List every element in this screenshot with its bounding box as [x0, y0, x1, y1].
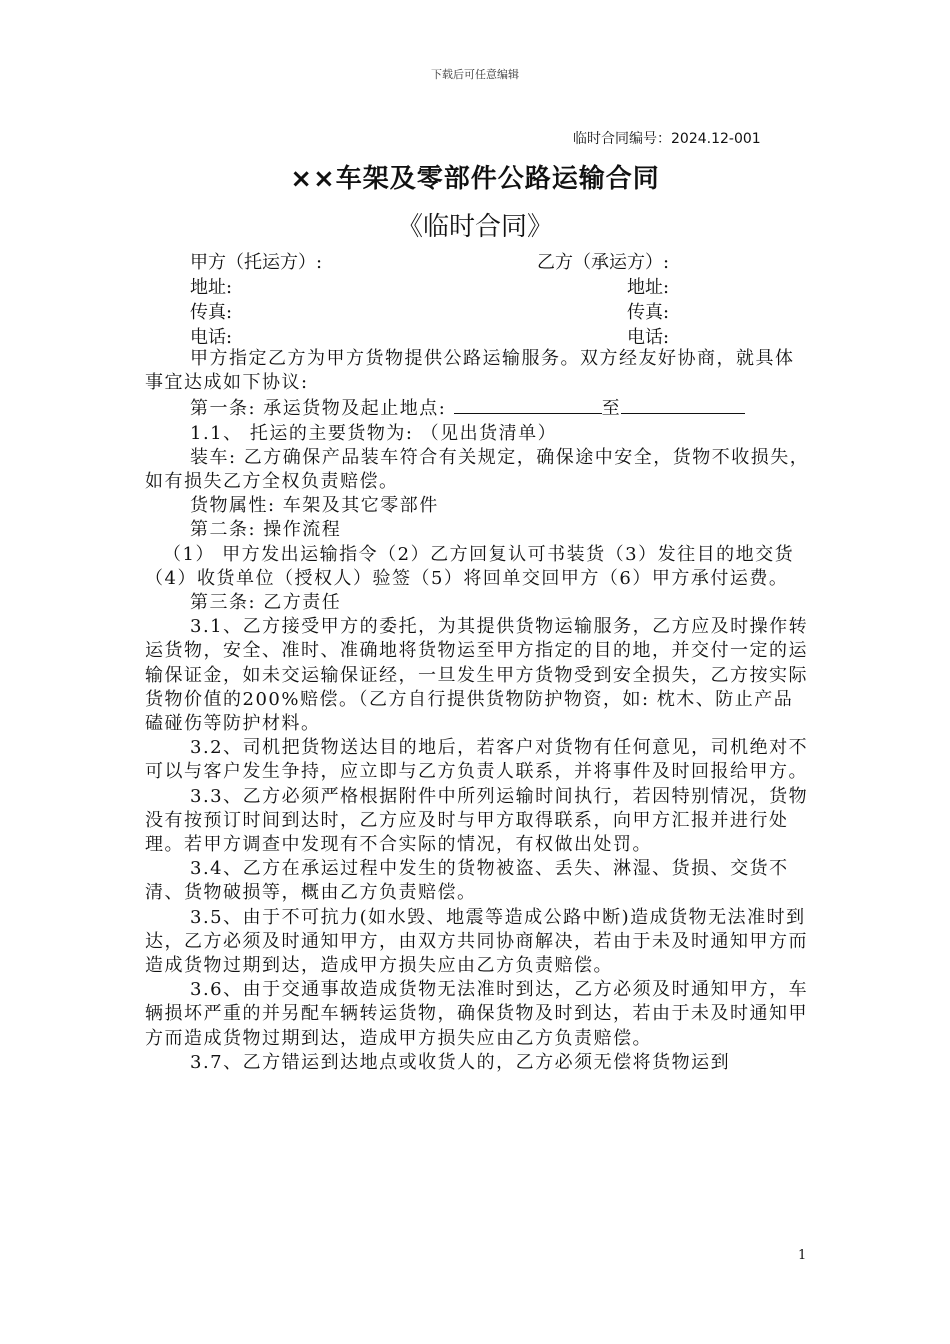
party-a-phone-label: 电话: [190, 327, 233, 348]
party-a-fax-label: 传真: [190, 302, 233, 323]
parties-block [190, 250, 810, 350]
party-row-fax [190, 300, 810, 325]
party-b-label: 乙方（承运方）: [537, 252, 670, 273]
item-3-2: 3.2、司机把货物送达目的地后，若客户对货物有任何意见，司机绝对不可以与客户发生争持，应立即与乙方负责人联系，并将事件及时回报给甲方。 [145, 737, 809, 783]
party-a-address-label: 地址: [190, 277, 233, 298]
article-2: 第二条: 操作流程 [190, 519, 342, 541]
page-subtitle: 《临时合同》 [396, 212, 553, 242]
contract-number: 临时合同编号：2024.12-001 [573, 131, 761, 147]
goods-attribute: 货物属性: 车架及其它零部件 [190, 495, 439, 517]
party-b-fax-label: 传真: [627, 302, 670, 323]
party-row-address [190, 275, 810, 300]
item-1-1: 1.1、 托运的主要货物为: （见出货清单） [190, 422, 558, 444]
page-title: ××车架及零部件公路运输合同 [290, 164, 660, 194]
item-3-4: 3.4、乙方在承运过程中发生的货物被盗、丢失、淋湿、货损、交货不清、货物破损等，概由乙方负责赔偿。 [145, 858, 789, 904]
contract-body [145, 347, 810, 1075]
header-note: 下载后可任意编辑 [431, 68, 519, 81]
origin-blank [454, 395, 602, 414]
party-b-address-label: 地址: [627, 277, 670, 298]
page-number: 1 [798, 1248, 807, 1263]
item-3-1: 3.1、乙方接受甲方的委托，为其提供货物运输服务，乙方应及时操作转运货物，安全、准时、准确地将货物运至甲方指定的目的地，并交付一定的运输保证金，如未交运输保证经，一旦发生甲方货物受到安全损失，乙方按实际货物价值的200%赔偿。（乙方自行提供货物防护物资，如: 枕木、防止产品磕碰伤等防护材料。 [145, 616, 809, 735]
party-b-phone-label: 电话: [627, 327, 670, 348]
party-row-names [190, 250, 810, 275]
item-3-7: 3.7、乙方错运到达地点或收货人的，乙方必须无偿将货物运到 [190, 1051, 731, 1073]
article-1-to: 至 [601, 398, 622, 420]
item-3-3: 3.3、乙方必须严格根据附件中所列运输时间执行，若因特别情况，货物没有按预订时间到达时，乙方应及时与甲方取得联系，向甲方汇报并进行处理。若甲方调查中发现有不合实际的情况，有权做出处罚。 [145, 785, 809, 856]
item-3-6: 3.6、由于交通事故造成货物无法准时到达，乙方必须及时通知甲方，车辆损坏严重的并另配车辆转运货物，确保货物及时到达，若由于未及时通知甲方而造成货物过期到达，造成甲方损失应由乙方负责赔偿。 [145, 979, 809, 1049]
process-paragraph: （1） 甲方发出运输指令（2）乙方回复认可书装货（3）发往目的地交货（4）收货单位（授权人）验签（5）将回单交回甲方（6）甲方承付运费。 [145, 543, 795, 589]
intro-paragraph: 甲方指定乙方为甲方货物提供公路运输服务。双方经友好协商，就具体事宜达成如下协议: [145, 348, 795, 394]
item-3-5: 3.5、由于不可抗力(如水毁、地震等造成公路中断)造成货物无法准时到达，乙方必须及时通知甲方，由双方共同协商解决，若由于未及时通知甲方而造成货物过期到达，造成甲方损失应由乙方负责赔偿。 [145, 906, 808, 977]
article-3: 第三条: 乙方责任 [190, 592, 342, 614]
destination-blank [621, 395, 745, 414]
party-a-label: 甲方（托运方）: [190, 252, 323, 273]
loading-paragraph: 装车: 乙方确保产品装车符合有关规定，确保途中安全，货物不收损失，如有损失乙方全权负责赔偿。 [145, 446, 810, 493]
article-1 [145, 395, 810, 421]
article-1-text: 第一条: 承运货物及起止地点: [190, 398, 454, 420]
